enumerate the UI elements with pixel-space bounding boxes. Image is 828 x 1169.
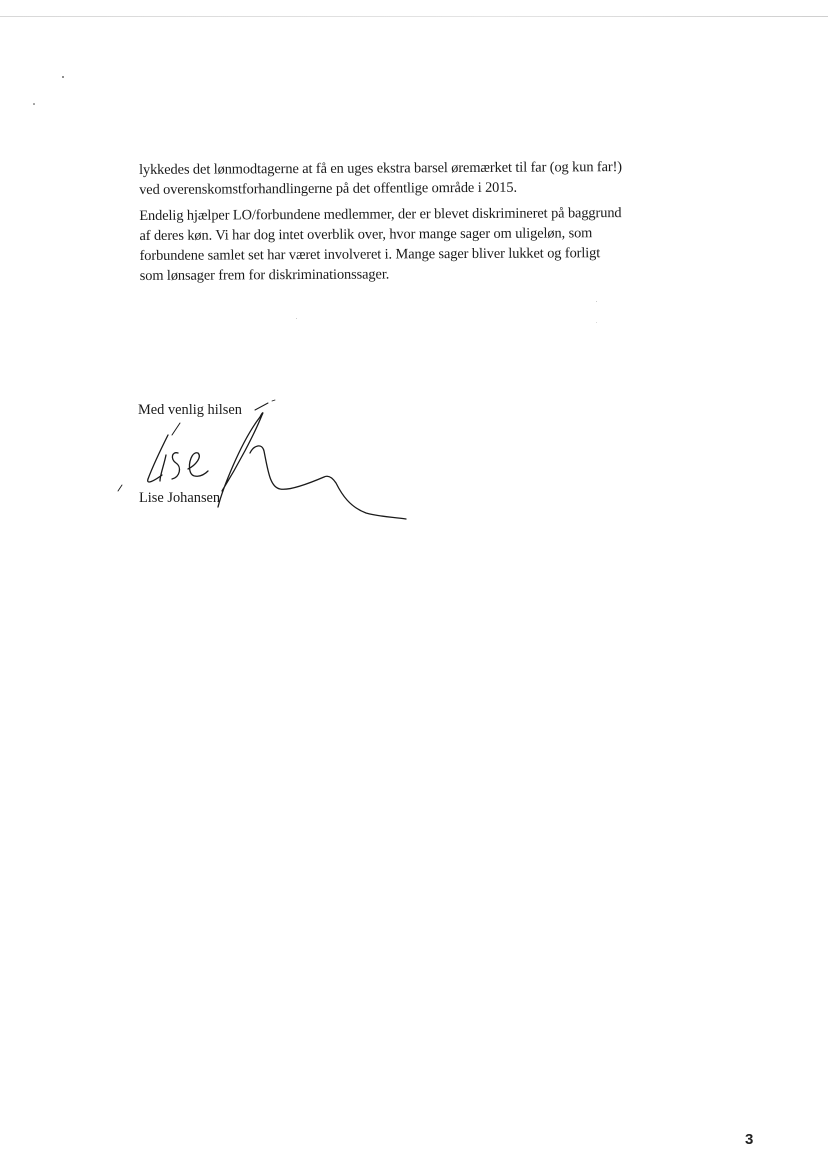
text-line: lykkedes det lønmodtagerne at få en uges ekstra barsel øremærket til far (og kun far!) (139, 159, 623, 178)
paragraph (139, 203, 699, 286)
paragraph (139, 157, 699, 200)
handwritten-signature (110, 395, 420, 535)
text-line: ved overenskomstforhandlingerne på det offentlige område i 2015. (139, 179, 518, 198)
scan-edge-line (0, 16, 828, 17)
scan-speck (62, 76, 64, 78)
signatory-name: Lise Johansen (139, 490, 221, 506)
text-line: forbundene samlet set har været involveret i. Mange sager bliver lukket og forligt (139, 245, 601, 264)
letter-body (139, 157, 700, 292)
text-line: Endelig hjælper LO/forbundene medlemmer, der er blevet diskrimineret på baggrund (139, 205, 622, 224)
closing-salutation: Med venlig hilsen (138, 402, 242, 418)
text-line: som lønsager frem for diskriminationssager. (139, 266, 390, 284)
scan-speck (296, 318, 297, 319)
scan-speck (596, 301, 597, 302)
scan-speck (33, 103, 35, 105)
page-number: 3 (745, 1131, 754, 1148)
scan-speck (596, 322, 597, 323)
text-line: af deres køn. Vi har dog intet overblik over, hvor mange sager om uligeløn, som (139, 225, 593, 244)
